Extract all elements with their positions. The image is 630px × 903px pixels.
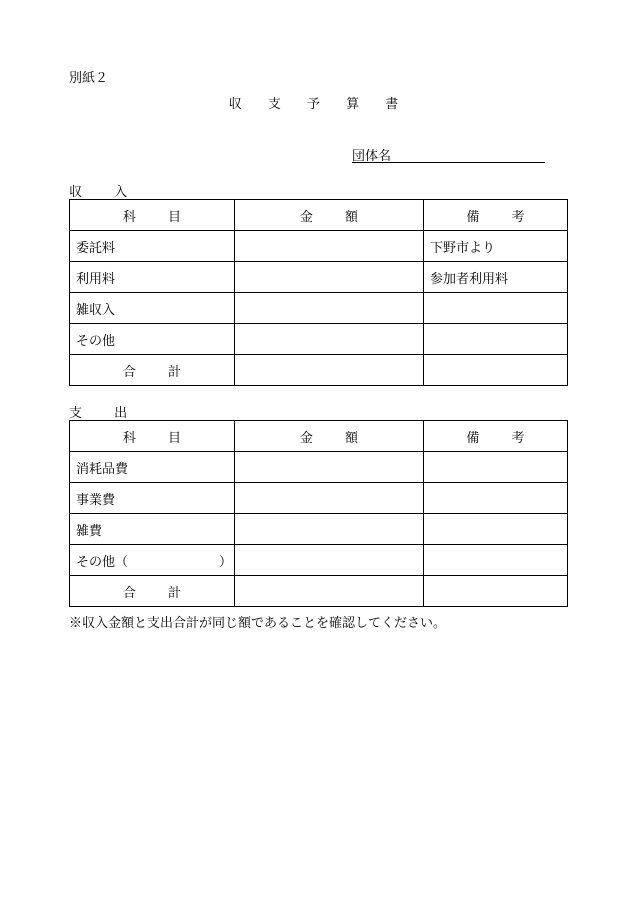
amount-cell[interactable] — [235, 293, 424, 324]
amount-cell[interactable] — [235, 452, 424, 483]
amount-cell[interactable] — [235, 231, 424, 262]
document-title: 収 支 予 算 書 — [228, 97, 410, 112]
income-header-row — [70, 200, 568, 231]
income-table — [69, 199, 568, 386]
note-cell[interactable]: 参加者利用料 — [424, 262, 568, 293]
item-cell: 雑費 — [70, 514, 235, 545]
expense-section-label: 支 出 — [69, 406, 142, 421]
table-row — [70, 483, 568, 514]
header-amount: 金 額 — [235, 421, 424, 452]
table-row — [70, 293, 568, 324]
item-cell: 委託料 — [70, 231, 235, 262]
table-row — [70, 324, 568, 355]
amount-cell[interactable] — [235, 514, 424, 545]
table-row — [70, 231, 568, 262]
total-note-cell[interactable] — [424, 355, 568, 386]
table-row — [70, 545, 568, 576]
amount-cell[interactable] — [235, 545, 424, 576]
expense-header-row — [70, 421, 568, 452]
item-cell: 利用料 — [70, 262, 235, 293]
note-cell[interactable] — [424, 293, 568, 324]
note-cell[interactable]: 下野市より — [424, 231, 568, 262]
header-item: 科 目 — [70, 200, 235, 231]
note-cell[interactable] — [424, 514, 568, 545]
header-note: 備 考 — [424, 421, 568, 452]
item-cell: 雑収入 — [70, 293, 235, 324]
item-cell: その他 — [70, 324, 235, 355]
table-row — [70, 262, 568, 293]
total-label: 合 計 — [70, 576, 235, 607]
income-total-row — [70, 355, 568, 386]
note-cell[interactable] — [424, 483, 568, 514]
expense-total-row — [70, 576, 568, 607]
note-cell[interactable] — [424, 545, 568, 576]
expense-table — [69, 420, 568, 607]
total-amount-cell[interactable] — [235, 355, 424, 386]
item-cell: その他（ ） — [70, 545, 235, 576]
amount-cell[interactable] — [235, 262, 424, 293]
item-cell: 事業費 — [70, 483, 235, 514]
footnote: ※収入金額と支出合計が同じ額であることを確認してください。 — [69, 616, 447, 631]
note-cell[interactable] — [424, 324, 568, 355]
organization-label: 団体名 — [352, 149, 392, 164]
amount-cell[interactable] — [235, 483, 424, 514]
total-amount-cell[interactable] — [235, 576, 424, 607]
note-cell[interactable] — [424, 452, 568, 483]
header-amount: 金 額 — [235, 200, 424, 231]
annex-label: 別紙２ — [69, 71, 109, 86]
income-section-label: 収 入 — [69, 185, 142, 200]
table-row — [70, 452, 568, 483]
amount-cell[interactable] — [235, 324, 424, 355]
header-note: 備 考 — [424, 200, 568, 231]
table-row — [70, 514, 568, 545]
total-note-cell[interactable] — [424, 576, 568, 607]
item-cell: 消耗品費 — [70, 452, 235, 483]
total-label: 合 計 — [70, 355, 235, 386]
header-item: 科 目 — [70, 421, 235, 452]
organization-field[interactable] — [352, 145, 545, 163]
